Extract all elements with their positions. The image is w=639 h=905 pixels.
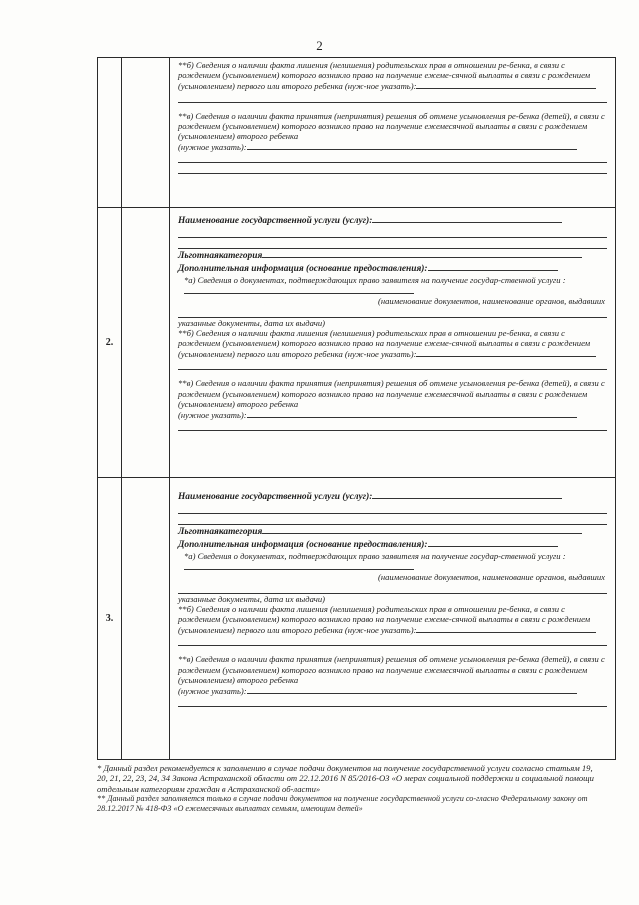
additional-field[interactable]: [428, 262, 558, 271]
documents-text: *а) Сведения о документах, подтверждающих право заявителя на получение государ-ственной услуги :: [184, 551, 566, 561]
deprivation-text: **б) Сведения о наличии факта лишения (нелишения) родительских прав в отношении ре-бенка, в связи с рождением (усыновлением) которого возникло право на получение ежеме-сячной выплаты в связи с рождением (усыновлением) первого или второго ребенка (нуж-ное указать):: [178, 60, 591, 92]
documents-field[interactable]: [184, 285, 414, 294]
adoption-field[interactable]: [247, 409, 577, 418]
service-line[interactable]: [178, 503, 607, 514]
additional-label: Дополнительная информация (основание предоставления):: [178, 540, 428, 550]
adoption-note: (нужное указать):: [178, 142, 247, 153]
service-line[interactable]: [178, 238, 607, 249]
form-table: [97, 57, 616, 760]
documents-line[interactable]: [178, 307, 607, 318]
additional-field[interactable]: [428, 538, 558, 547]
table-row: [98, 208, 616, 478]
adoption-line[interactable]: [178, 163, 607, 174]
adoption-field[interactable]: [247, 685, 577, 694]
service-field[interactable]: [372, 214, 562, 223]
documents-line[interactable]: [178, 583, 607, 594]
adoption-text: **в) Сведения о наличии факта принятия (непринятия) решения об отмене усыновления ре-бенка (детей), в связи с рождением (усыновлением) которого возникло право на получение ежемесячной выплаты в связи с рождением (усыновлением) второго ребенка: [178, 654, 605, 685]
row-number: 2.: [98, 208, 122, 478]
adoption-line[interactable]: [178, 420, 607, 431]
row-content-cell: [170, 478, 616, 760]
service-line[interactable]: [178, 514, 607, 525]
footnote-regional-law: * Данный раздел рекомендуется к заполнению в случае подачи документов на получение государственной услуги согласно статьям 19, 20, 21, 22, 23, 24, 34 Закона Астраханской области от 22.12.2016 N 85/2016-ОЗ «О мерах социальной поддержки и социальной помощи отдельным категориям граждан в Астраханской об-ласти»: [97, 763, 594, 794]
row-blank-cell: [122, 208, 170, 478]
row-number-cell: [98, 58, 122, 208]
row-content-cell: [170, 208, 616, 478]
documents-text: *а) Сведения о документах, подтверждающих право заявителя на получение государ-ственной услуги :: [184, 275, 566, 285]
service-label: Наименование государственной услуги (услуг):: [178, 492, 373, 502]
service-line[interactable]: [178, 227, 607, 238]
row-blank-cell: [122, 58, 170, 208]
category-field[interactable]: [262, 525, 582, 534]
row-content-cell: [170, 58, 616, 208]
deprivation-line[interactable]: [178, 92, 607, 103]
footnote-federal-law: ** Данный раздел заполняется только в случае подачи документов на получение государственной услуги со-гласно Федеральному закону от 28.12.2017 № 418-ФЗ «О ежемесячных выплатах семьям, имеющим детей»: [97, 794, 588, 814]
documents-field[interactable]: [184, 561, 414, 570]
service-label: Наименование государственной услуги (услуг):: [178, 216, 373, 226]
page-number: 2: [316, 38, 323, 53]
deprivation-line[interactable]: [178, 635, 607, 646]
category-field[interactable]: [262, 249, 582, 258]
documents-hint: (наименование документов, наименование органов, выдавших: [378, 572, 605, 583]
footnotes: [97, 763, 602, 814]
adoption-line[interactable]: [178, 152, 607, 163]
table-row: [98, 478, 616, 760]
adoption-text: **в) Сведения о наличии факта принятия (непринятия) решения об отмене усыновления ре-бенка (детей), в связи с рождением (усыновлением) которого возникло право на получение ежемесячной выплаты в связи с рождением (усыновлением) второго ребенка: [178, 110, 605, 142]
additional-label: Дополнительная информация (основание предоставления):: [178, 264, 428, 274]
deprivation-field[interactable]: [416, 80, 596, 89]
deprivation-field[interactable]: [416, 348, 596, 357]
adoption-line[interactable]: [178, 696, 607, 707]
adoption-note: (нужное указать):: [178, 686, 247, 697]
documents-hint: (наименование документов, наименование органов, выдавших: [378, 296, 605, 307]
deprivation-text: **б) Сведения о наличии факта лишения (нелишения) родительских прав в отношении ре-бенка, в связи с рождением (усыновлением) которого возникло право на получение ежеме-сячной выплаты в связи с рождением (усыновлением) первого или второго ребенка (нуж-ное указать):: [178, 327, 591, 360]
row-number: 3.: [98, 478, 122, 760]
adoption-text: **в) Сведения о наличии факта принятия (непринятия) решения об отмене усыновления ре-бенка (детей), в связи с рождением (усыновлением) которого возникло право на получение ежемесячной выплаты в связи с рождением (усыновлением) второго ребенка: [178, 378, 605, 409]
adoption-note: (нужное указать):: [178, 410, 247, 421]
category-label: Льготнаякатегория: [178, 251, 263, 261]
category-label: Льготнаякатегория: [178, 527, 263, 537]
service-field[interactable]: [372, 490, 562, 499]
row-blank-cell: [122, 478, 170, 760]
deprivation-field[interactable]: [416, 624, 596, 633]
deprivation-text: **б) Сведения о наличии факта лишения (нелишения) родительских прав в отношении ре-бенка, в связи с рождением (усыновлением) которого возникло право на получение ежеме-сячной выплаты в связи с рождением (усыновлением) первого или второго ребенка (нуж-ное указать):: [178, 603, 591, 636]
documents-hint-continued: указанные документы, дата их выдачи): [178, 593, 326, 604]
table-row: [98, 58, 616, 208]
adoption-field[interactable]: [247, 141, 577, 150]
deprivation-line[interactable]: [178, 359, 607, 370]
documents-hint-continued: указанные документы, дата их выдачи): [178, 317, 326, 328]
